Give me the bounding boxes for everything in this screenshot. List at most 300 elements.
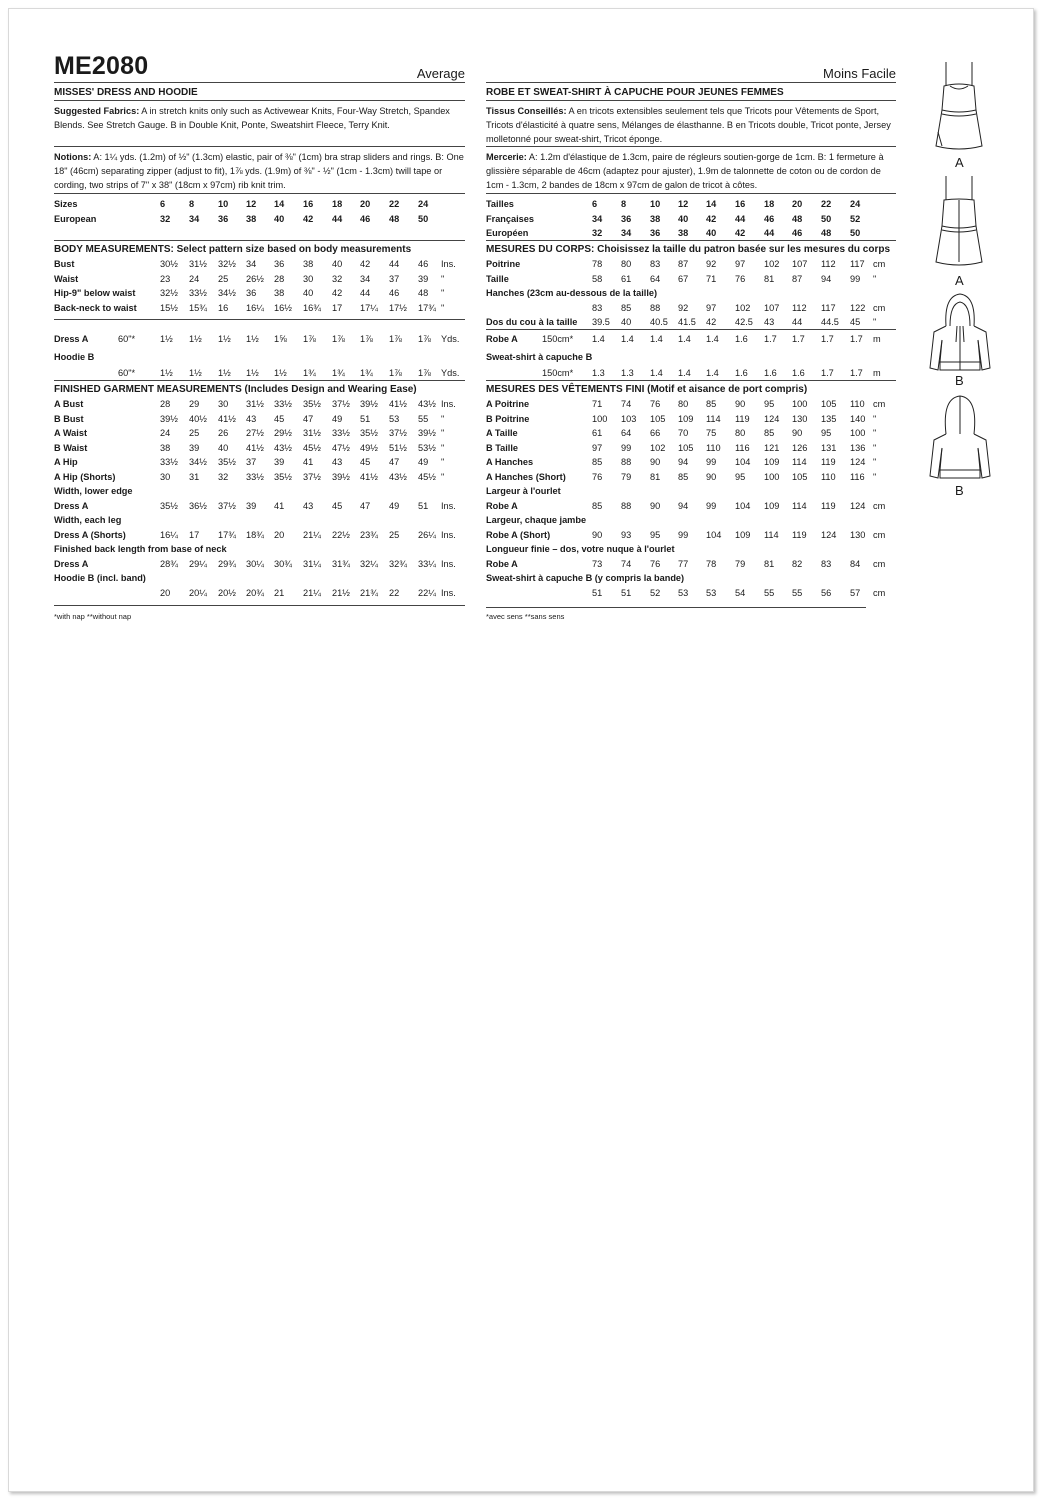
table-cell: 1.6 [735, 334, 748, 344]
table-cell: 32¾ [389, 558, 407, 569]
row-label: Hoodie B [54, 352, 95, 362]
table-cell: 39½ [360, 399, 378, 409]
table-cell: 45 [332, 500, 343, 511]
table-row [486, 350, 896, 364]
table-cell: 31¾ [332, 558, 350, 569]
table-cell: 1.3 [621, 367, 634, 378]
table-cell: 39 [274, 457, 285, 467]
table-cell: 20 [360, 199, 371, 209]
table-cell: 49 [389, 500, 400, 511]
table-cell: 1⅞ [360, 334, 373, 344]
row-label: Robe A [486, 500, 518, 511]
table-cell: 36 [246, 288, 257, 298]
unit-label: " [441, 302, 445, 313]
table-cell: 46 [360, 214, 371, 224]
table-cell: 31¼ [303, 558, 321, 569]
table-cell: 45 [850, 317, 861, 327]
divider [486, 329, 896, 330]
unit-label: " [873, 457, 877, 467]
table-cell: 42 [735, 228, 746, 238]
table-row [54, 366, 465, 380]
table-cell: 1½ [189, 367, 202, 378]
table-cell: 42 [332, 288, 343, 298]
table-cell: 117 [850, 259, 865, 269]
table-cell: 18 [332, 199, 343, 209]
table-cell: 1.6 [792, 367, 805, 378]
table-row [54, 557, 465, 571]
table-cell: 1⅞ [418, 334, 431, 344]
table-cell: 51 [592, 587, 603, 598]
table-cell: 33½ [332, 428, 350, 438]
row-label: B Poitrine [486, 413, 530, 424]
table-cell: 55 [764, 587, 775, 598]
table-cell: 105 [650, 413, 666, 424]
table-cell: 1⅞ [303, 334, 316, 344]
table-cell: 37½ [332, 399, 350, 409]
table-cell: 24 [189, 273, 200, 284]
unit-label: " [873, 442, 877, 453]
table-row [54, 455, 465, 469]
table-cell: 10 [218, 199, 229, 209]
table-cell: 1.4 [621, 334, 634, 344]
divider [486, 380, 896, 381]
table-cell: 31½ [303, 428, 321, 438]
table-cell: 95 [735, 471, 746, 482]
table-cell: 41½ [218, 413, 236, 424]
table-cell: 39½ [160, 413, 178, 424]
table-cell: 114 [764, 529, 779, 540]
table-cell: 124 [821, 529, 837, 540]
table-cell: 39½ [332, 471, 350, 482]
sketch-label: B [955, 373, 964, 388]
divider [54, 146, 465, 147]
table-cell: 88 [621, 500, 632, 511]
table-cell: 46 [389, 288, 400, 298]
table-cell: 82 [792, 558, 803, 569]
table-cell: 44 [360, 288, 371, 298]
table-cell: 100 [792, 399, 808, 409]
row-label: Robe A [486, 558, 518, 569]
table-cell: 97 [706, 302, 717, 313]
table-cell: 90 [706, 471, 717, 482]
table-cell: 32 [332, 273, 343, 284]
para-lead: Suggested Fabrics: [54, 106, 140, 116]
table-cell: 33½ [189, 288, 207, 298]
table-cell: 104 [735, 500, 751, 511]
table-row [54, 571, 465, 585]
hoodie-b-front-sketch [924, 290, 996, 374]
table-cell: 22 [389, 199, 400, 209]
table-cell: 79 [621, 471, 632, 482]
table-cell: 17¾ [218, 529, 236, 540]
table-cell: 39 [189, 442, 200, 453]
table-cell: 1½ [246, 334, 259, 344]
body-title-fr: MESURES DU CORPS: Choisissez la taille du patron basée sur les mesures du corps [486, 244, 891, 255]
divider [486, 100, 896, 101]
table-cell: 20¾ [246, 587, 264, 598]
table-cell: 93 [621, 529, 632, 540]
table-row [486, 315, 896, 329]
row-label: B Taille [486, 442, 518, 453]
table-cell: 42 [360, 259, 371, 269]
table-cell: 1.7 [821, 367, 834, 378]
table-cell: 80 [735, 428, 746, 438]
title-fr: ROBE ET SWEAT-SHIRT À CAPUCHE POUR JEUNES FEMMES [486, 87, 784, 98]
table-cell: 84 [850, 558, 861, 569]
table-cell: 20 [274, 529, 285, 540]
table-row [486, 212, 896, 226]
table-cell: 20 [160, 587, 171, 598]
difficulty-en: Average [416, 66, 465, 81]
table-cell: 55 [792, 587, 803, 598]
table-cell: 102 [735, 302, 751, 313]
row-label: Width, each leg [54, 515, 122, 525]
table-cell: 1⅞ [389, 367, 402, 378]
table-cell: 53½ [418, 442, 436, 453]
table-row [54, 528, 465, 542]
table-cell: 26 [218, 428, 229, 438]
table-cell: 8 [621, 199, 627, 209]
table-cell: 21¼ [303, 529, 321, 540]
table-cell: 110 [706, 442, 721, 453]
divider [486, 193, 896, 194]
table-cell: 48 [389, 214, 400, 224]
table-cell: 34 [360, 273, 371, 284]
table-cell: 135 [821, 413, 837, 424]
table-cell: 21 [274, 587, 285, 598]
table-cell: 102 [650, 442, 666, 453]
table-row [486, 197, 896, 211]
row-label: Françaises [486, 213, 535, 224]
table-cell: 67 [678, 273, 689, 284]
table-cell: 124 [850, 500, 866, 511]
table-row [486, 455, 896, 469]
unit-label: m [873, 367, 881, 378]
table-cell: 47 [389, 457, 400, 467]
table-cell: 100 [850, 428, 866, 438]
divider [486, 607, 866, 608]
table-cell: 107 [792, 259, 808, 269]
table-cell: 95 [650, 529, 661, 540]
table-row [486, 332, 896, 346]
table-cell: 44 [735, 213, 746, 224]
table-cell: 56 [821, 587, 832, 598]
table-cell: 74 [621, 399, 632, 409]
table-cell: 47½ [332, 442, 350, 453]
table-cell: 119 [735, 413, 750, 424]
table-cell: 6 [160, 199, 166, 209]
table-cell: 81 [650, 471, 661, 482]
table-cell: 41.5 [678, 317, 696, 327]
table-cell: 45½ [303, 442, 321, 453]
table-cell: 1½ [160, 367, 173, 378]
table-cell: 24 [160, 428, 171, 438]
para-lead: Notions: [54, 152, 92, 162]
table-cell: 20 [792, 199, 803, 209]
table-cell: 110 [821, 471, 836, 482]
table-cell: 1.6 [735, 367, 748, 378]
table-row [486, 470, 896, 484]
table-cell: 1.4 [706, 334, 719, 344]
table-cell: 100 [764, 471, 780, 482]
table-cell: 22 [389, 587, 400, 598]
table-cell: 48 [418, 288, 429, 298]
table-cell: 94 [821, 273, 832, 284]
table-cell: 119 [792, 529, 807, 540]
table-cell: 36 [650, 228, 661, 238]
table-cell: 105 [821, 399, 837, 409]
table-cell: 48 [821, 228, 832, 238]
table-cell: 39 [246, 500, 257, 511]
table-cell: 1⅝ [274, 334, 287, 344]
table-row [54, 272, 465, 286]
table-cell: 16 [218, 302, 229, 313]
table-cell: 85 [621, 302, 632, 313]
unit-label: Ins. [441, 399, 456, 409]
table-row [486, 441, 896, 455]
table-cell: 42 [303, 214, 314, 224]
table-cell: 126 [792, 442, 808, 453]
row-label: A Bust [54, 399, 84, 409]
table-row [486, 286, 896, 300]
table-cell: 43 [246, 413, 257, 424]
table-cell: 53 [706, 587, 717, 598]
table-cell: 30¼ [246, 558, 264, 569]
table-cell: 36 [218, 214, 229, 224]
fabric-width: 60"* [118, 334, 136, 344]
table-cell: 53 [389, 413, 400, 424]
table-row [486, 257, 896, 271]
table-cell: 38 [678, 228, 689, 238]
table-cell: 49 [418, 457, 429, 467]
table-cell: 64 [650, 273, 661, 284]
table-cell: 38 [274, 288, 285, 298]
table-cell: 92 [678, 302, 689, 313]
table-cell: 26¼ [418, 529, 436, 540]
notions-fr: Mercerie: A: 1.2m d'élastique de 1.3cm, paire de régleurs soutien-gorge de 1cm. B: 1 fermeture à glissière séparable de 46cm (adaptez pour ajuster), 1.9m de talonnette de coton ou de cordon de 1cm - 1.3cm, 2 bandes de 18cm x 97cm de galon de tricot à côtes. [486, 152, 884, 191]
unit-label: " [873, 273, 877, 284]
table-cell: 16¼ [160, 529, 178, 540]
table-cell: 43½ [274, 442, 292, 453]
table-cell: 50 [418, 214, 429, 224]
row-label: Dress A [54, 334, 89, 344]
table-cell: 38 [303, 259, 314, 269]
table-cell: 55 [418, 413, 429, 424]
table-cell: 34 [592, 213, 603, 224]
table-cell: 114 [792, 500, 807, 511]
table-cell: 41 [303, 457, 314, 467]
table-cell: 46 [764, 213, 775, 224]
table-cell: 99 [850, 273, 861, 284]
table-cell: 22 [821, 199, 832, 209]
table-cell: 14 [274, 199, 285, 209]
table-cell: 116 [850, 471, 865, 482]
table-cell: 8 [189, 199, 195, 209]
table-row [486, 513, 896, 527]
table-cell: 1.4 [678, 367, 691, 378]
table-cell: 16¼ [246, 302, 264, 313]
table-cell: 35½ [218, 457, 236, 467]
table-cell: 16¾ [303, 302, 321, 313]
table-cell: 16½ [274, 302, 292, 313]
table-cell: 32½ [218, 259, 236, 269]
table-cell: 76 [650, 399, 661, 409]
table-cell: 37 [389, 273, 400, 284]
table-cell: 29¾ [218, 558, 236, 569]
row-label: Back-neck to waist [54, 302, 137, 313]
table-cell: 124 [764, 413, 780, 424]
table-cell: 37½ [303, 471, 321, 482]
table-cell: 109 [678, 413, 694, 424]
table-cell: 90 [650, 457, 661, 467]
table-cell: 90 [650, 500, 661, 511]
table-cell: 81 [764, 273, 775, 284]
table-cell: 1⅞ [418, 367, 431, 378]
row-label: Dress A [54, 500, 89, 511]
table-cell: 51 [360, 413, 371, 424]
table-cell: 40 [706, 228, 717, 238]
unit-label: Yds. [441, 334, 460, 344]
table-cell: 24 [850, 199, 861, 209]
table-cell: 40.5 [650, 317, 668, 327]
finished-title-fr: MESURES DES VÊTEMENTS FINI (Motif et aisance de port compris) [486, 384, 808, 395]
table-cell: 74 [621, 558, 632, 569]
table-cell: 1.4 [678, 334, 691, 344]
table-cell: 109 [735, 529, 751, 540]
unit-label: " [441, 273, 445, 284]
table-cell: 104 [735, 457, 751, 467]
table-cell: 1½ [274, 367, 287, 378]
table-cell: 104 [706, 529, 722, 540]
row-label: Sweat-shirt à capuche B (y compris la bande) [486, 573, 685, 583]
table-cell: 51½ [389, 442, 407, 453]
table-cell: 42.5 [735, 317, 753, 327]
divider [54, 193, 465, 194]
table-cell: 34 [189, 214, 200, 224]
divider [486, 82, 896, 83]
row-label: Dress A [54, 558, 89, 569]
table-row [486, 528, 896, 542]
table-cell: 76 [650, 558, 661, 569]
table-cell: 85 [706, 399, 717, 409]
table-cell: 57 [850, 587, 861, 598]
table-cell: 66 [650, 428, 661, 438]
table-cell: 18¾ [246, 529, 264, 540]
table-cell: 1.7 [792, 334, 805, 344]
table-cell: 112 [821, 259, 836, 269]
row-label: A Hip (Shorts) [54, 471, 116, 482]
row-label: Hoodie B (incl. band) [54, 573, 146, 583]
table-cell: 40 [274, 214, 285, 224]
table-cell: 21½ [332, 587, 350, 598]
table-cell: 40 [218, 442, 229, 453]
table-cell: 39½ [418, 428, 436, 438]
table-cell: 42 [706, 213, 717, 224]
row-label: Dress A (Shorts) [54, 529, 126, 540]
table-cell: 39.5 [592, 317, 610, 327]
unit-label: " [873, 317, 877, 327]
table-cell: 12 [678, 199, 689, 209]
table-cell: 46 [792, 228, 803, 238]
row-label: Hanches (23cm au-dessous de la taille) [486, 288, 658, 298]
table-cell: 38 [650, 213, 661, 224]
table-cell: 31½ [246, 399, 264, 409]
table-cell: 88 [650, 302, 661, 313]
table-cell: 47 [360, 500, 371, 511]
para-lead: Mercerie: [486, 152, 527, 162]
table-cell: 40 [678, 213, 689, 224]
unit-label: " [873, 413, 877, 424]
row-label: Bust [54, 259, 75, 269]
table-cell: 40 [303, 288, 314, 298]
table-cell: 1½ [189, 334, 202, 344]
table-cell: 85 [592, 500, 603, 511]
table-cell: 43½ [389, 471, 407, 482]
table-cell: 26½ [246, 273, 264, 284]
row-label: Longueur finie – dos, votre nuque à l'ourlet [486, 544, 675, 554]
table-cell: 71 [706, 273, 717, 284]
table-row [486, 499, 896, 513]
unit-label: cm [873, 587, 886, 598]
table-cell: 30 [218, 399, 229, 409]
row-label: A Hip [54, 457, 78, 467]
table-cell: 22½ [332, 529, 350, 540]
table-cell: 87 [678, 259, 689, 269]
unit-label: Ins. [441, 529, 456, 540]
table-cell: 43 [764, 317, 775, 327]
divider [486, 146, 896, 147]
row-label: A Poitrine [486, 399, 530, 409]
unit-label: cm [873, 259, 886, 269]
table-cell: 105 [792, 471, 808, 482]
table-cell: 50 [850, 228, 861, 238]
table-row [486, 586, 896, 600]
table-row [54, 332, 465, 346]
table-cell: 83 [650, 259, 661, 269]
table-cell: 10 [650, 199, 661, 209]
table-cell: 112 [792, 302, 807, 313]
table-cell: 80 [621, 259, 632, 269]
unit-label: cm [873, 529, 886, 540]
table-cell: 41 [274, 500, 285, 511]
table-cell: 44 [389, 259, 400, 269]
table-cell: 15¾ [189, 302, 207, 313]
para-lead: Tissus Conseillés: [486, 106, 567, 116]
table-cell: 1.7 [850, 334, 863, 344]
table-cell: 1½ [160, 334, 173, 344]
unit-label: " [873, 471, 877, 482]
row-label: Width, lower edge [54, 486, 133, 496]
table-cell: 40 [332, 259, 343, 269]
unit-label: cm [873, 500, 886, 511]
table-cell: 44 [764, 228, 775, 238]
table-cell: 48 [792, 213, 803, 224]
table-cell: 76 [735, 273, 746, 284]
unit-label: " [873, 428, 877, 438]
table-cell: 43 [303, 500, 314, 511]
row-label: Waist [54, 273, 79, 284]
unit-label: m [873, 334, 881, 344]
table-row [54, 441, 465, 455]
table-cell: 54 [735, 587, 746, 598]
table-cell: 28¾ [160, 558, 178, 569]
table-cell: 52 [650, 587, 661, 598]
row-label: Poitrine [486, 259, 521, 269]
row-label: B Bust [54, 413, 84, 424]
table-cell: 77 [678, 558, 689, 569]
row-label: Taille [486, 273, 509, 284]
sizes-table-fr [486, 195, 896, 239]
